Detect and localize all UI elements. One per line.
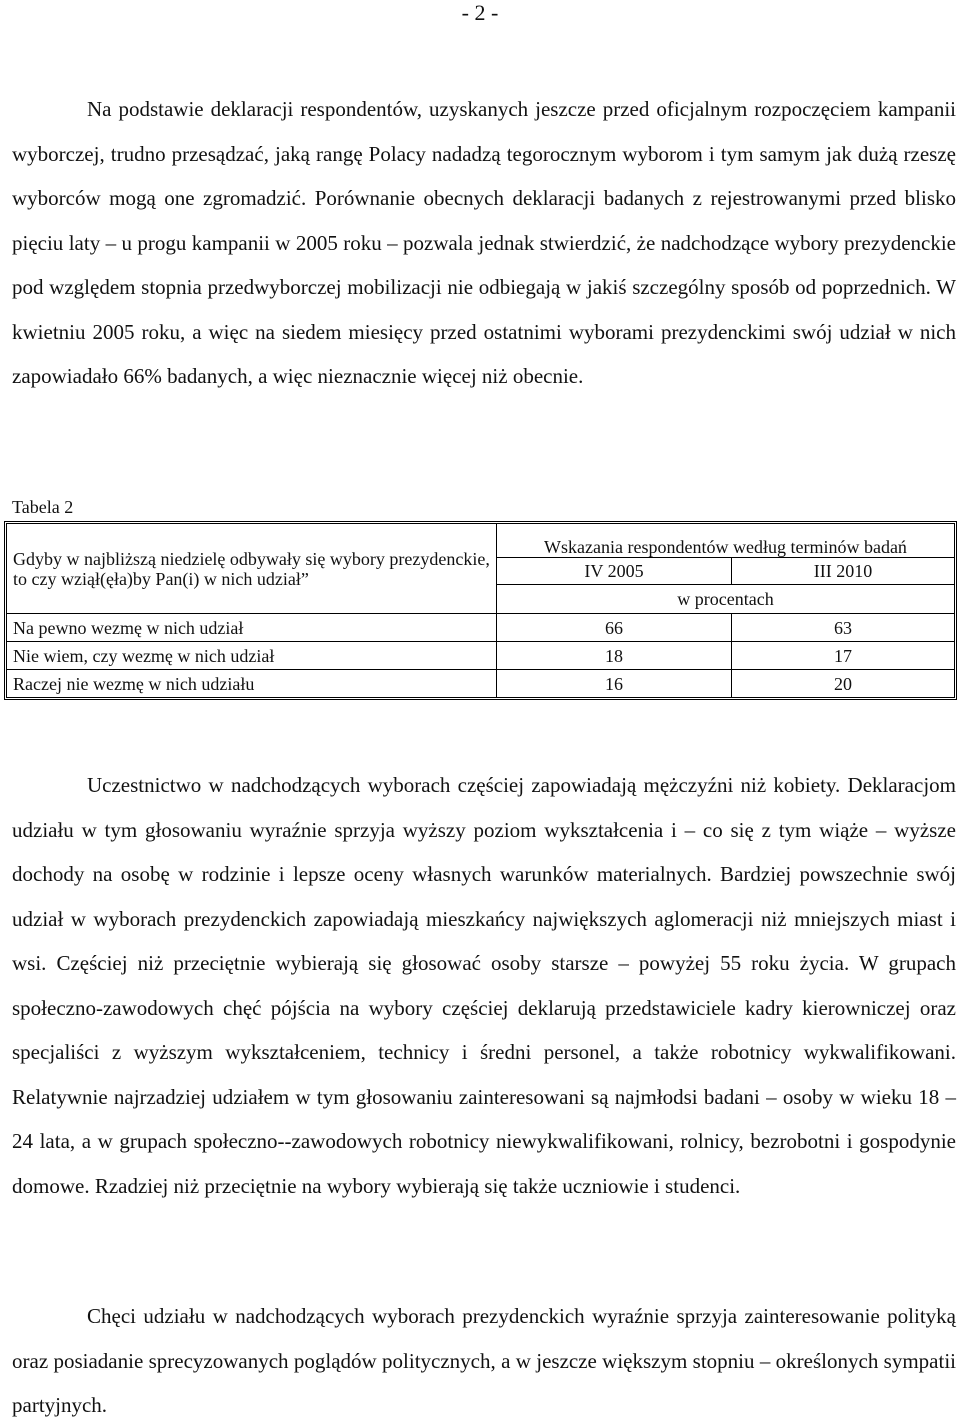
table-row bbox=[7, 669, 954, 697]
table-group-header: Wskazania respondentów według terminów badań bbox=[497, 524, 954, 558]
row-value-2005: 18 bbox=[497, 641, 732, 669]
table-row bbox=[7, 613, 954, 641]
row-value-2005: 16 bbox=[497, 669, 732, 697]
paragraph-politics: Chęci udziału w nadchodzących wyborach prezydenckich wyraźnie sprzyja zainteresowanie polityką oraz posiadanie sprecyzowanych poglądów politycznych, a w jeszcze większym stopniu – określonych sympatii partyjnych. bbox=[12, 1304, 956, 1417]
row-value-2010: 17 bbox=[732, 641, 954, 669]
table-col-header-2005: IV 2005 bbox=[497, 558, 732, 585]
table-title: Tabela 2 bbox=[12, 497, 74, 517]
paragraph-intro: Na podstawie deklaracji respondentów, uzyskanych jeszcze przed oficjalnym rozpoczęciem kampanii wyborczej, trudno przesądzać, jaką rangę Polacy nadadzą tegorocznym wyborom i tym samym jak dużą rzeszę wyborców mogą one zgromadzić. Porównanie obecnych deklaracji badanych z rejestrowanymi przed blisko pięciu laty – u progu kampanii w 2005 roku – pozwala jednak stwierdzić, że nadchodzące wybory prezydenckie pod względem stopnia przedwyborczej mobilizacji nie odbiegają w jakiś szczególny sposób od poprzednich. W kwietniu 2005 roku, a więc na siedem miesięcy przed ostatnimi wyborami prezydenckimi swój udział w nich zapowiadało 66% badanych, a więc nieznacznie więcej niż obecnie. bbox=[12, 97, 956, 388]
table-col-header-2010: III 2010 bbox=[732, 558, 954, 585]
row-label: Nie wiem, czy wezmę w nich udział bbox=[7, 641, 497, 669]
page-number: - 2 - bbox=[461, 0, 499, 25]
row-value-2010: 63 bbox=[732, 613, 954, 641]
survey-table bbox=[4, 521, 957, 700]
row-value-2005: 66 bbox=[497, 613, 732, 641]
table-row bbox=[7, 641, 954, 669]
row-value-2010: 20 bbox=[732, 669, 954, 697]
row-label: Raczej nie wezmę w nich udziału bbox=[7, 669, 497, 697]
row-label: Na pewno wezmę w nich udział bbox=[7, 613, 497, 641]
table-question: Gdyby w najbliższą niedzielę odbywały się wybory prezydenckie, to czy wziął(ęła)by Pan(i) w nich udział” bbox=[7, 524, 497, 613]
paragraph-demographics: Uczestnictwo w nadchodzących wyborach częściej zapowiadają mężczyźni niż kobiety. Deklaracjom udziału w tym głosowaniu wyraźnie sprzyja wyższy poziom wykształcenia i – co się z tym wiąże – wyższe dochody na osobę w rodzinie i lepsze oceny własnych warunków materialnych. Bardziej powszechnie swój udział w wyborach prezydenckich zapowiadają mieszkańcy największych aglomeracji niż mniejszych miast i wsi. Częściej niż przeciętnie wybierają się głosować osoby starsze – powyżej 55 roku życia. W grupach społeczno-zawodowych chęć pójścia na wybory częściej deklarują przedstawiciele kadry kierowniczej oraz specjaliści z wyższym wykształceniem, technicy i średni personel, a także robotnicy wykwalifikowani. Relatywnie najrzadziej udziałem w tym głosowaniu zainteresowani są najmłodsi badani – osoby w wieku 18 – 24 lata, a w grupach społeczno--zawodowych robotnicy niewykwalifikowani, rolnicy, bezrobotni i gospodynie domowe. Rzadziej niż przeciętnie na wybory wybierają się także uczniowie i studenci. bbox=[12, 773, 956, 1198]
table-unit-header: w procentach bbox=[677, 589, 774, 609]
